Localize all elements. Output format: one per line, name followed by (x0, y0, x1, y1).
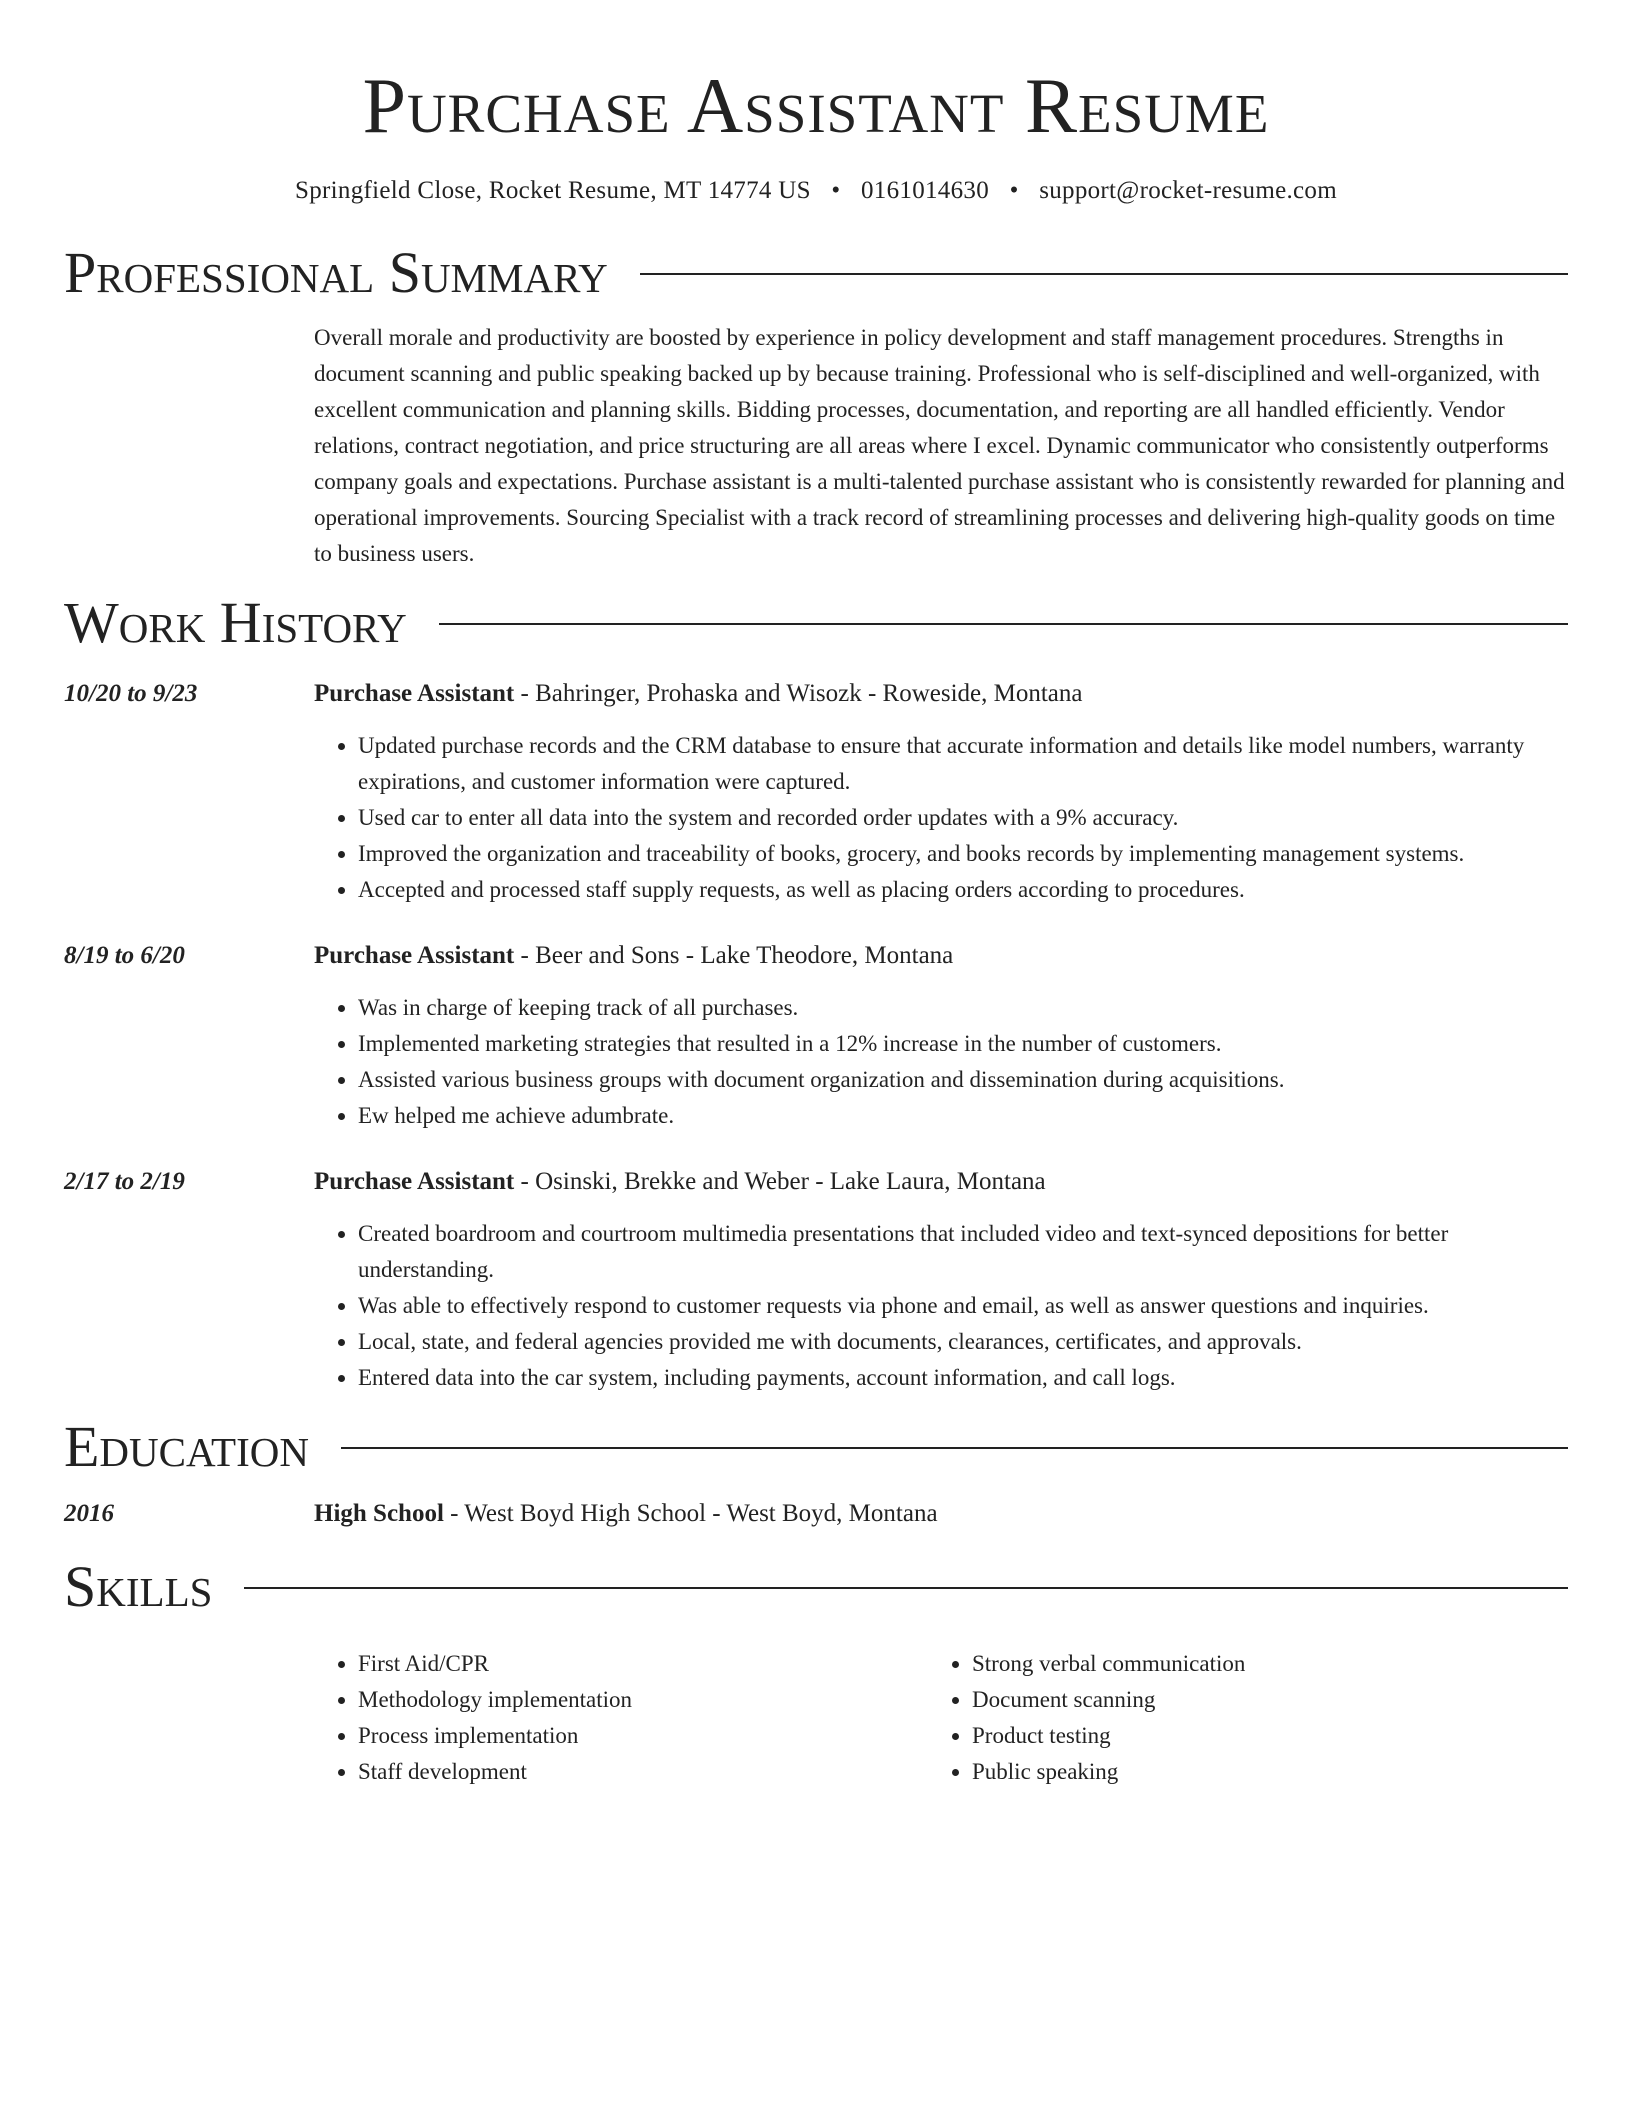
section-title-education: Education (64, 1414, 309, 1479)
job-title: Purchase Assistant (314, 1168, 515, 1195)
section-divider (640, 273, 1568, 275)
work-entry (64, 938, 1568, 1134)
skill-item: • Staff development (358, 1754, 928, 1790)
skills-column-left (314, 1646, 928, 1790)
work-bullet: • Was in charge of keeping track of all purchases. (358, 990, 1568, 1026)
work-bullet: • Ew helped me achieve adumbrate. (358, 1098, 1568, 1134)
work-entry-heading (314, 1164, 1568, 1200)
resume-page (64, 0, 1568, 1790)
work-bullet: • Local, state, and federal agencies provided me with documents, clearances, certificates, and approvals. (358, 1324, 1568, 1360)
work-entry-heading (314, 938, 1568, 974)
work-bullet: • Created boardroom and courtroom multimedia presentations that included video and text-synced depositions for better understanding. (358, 1216, 1568, 1288)
skill-item: • Methodology implementation (358, 1682, 928, 1718)
section-title-summary: Professional Summary (64, 240, 608, 305)
job-title: Purchase Assistant (314, 680, 515, 707)
work-section-header (64, 588, 1568, 658)
contact-email: support@rocket-resume.com (1039, 177, 1337, 204)
work-bullet: • Implemented marketing strategies that resulted in a 12% increase in the number of customers. (358, 1026, 1568, 1062)
work-bullet: • Accepted and processed staff supply requests, as well as placing orders according to procedures. (358, 872, 1568, 908)
job-details: - Osinski, Brekke and Weber - Lake Laura, Montana (514, 1168, 1046, 1195)
section-title-skills: Skills (64, 1554, 213, 1619)
work-bullet: • Was able to effectively respond to customer requests via phone and email, as well as answer questions and inquiries. (358, 1288, 1568, 1324)
work-entry-body (314, 1164, 1568, 1396)
skills-column-right (928, 1646, 1542, 1790)
work-bullet: • Improved the organization and traceability of books, grocery, and books records by implementing management systems. (358, 836, 1568, 872)
work-entry (64, 1164, 1568, 1396)
work-bullet: • Assisted various business groups with document organization and dissemination during acquisitions. (358, 1062, 1568, 1098)
skill-item: • Document scanning (972, 1682, 1542, 1718)
work-bullets (314, 990, 1568, 1134)
work-bullet: • Updated purchase records and the CRM database to ensure that accurate information and details like model numbers, warranty expirations, and customer information were captured. (358, 728, 1568, 800)
section-divider (439, 623, 1568, 625)
work-dates: 10/20 to 9/23 (64, 680, 198, 707)
education-entry (64, 1496, 1568, 1532)
contact-phone: 0161014630 (861, 177, 989, 204)
work-bullet: • Entered data into the car system, including payments, account information, and call logs. (358, 1360, 1568, 1396)
education-details: - West Boyd High School - West Boyd, Montana (443, 1500, 938, 1527)
skills-section-header (64, 1552, 1568, 1622)
work-dates: 2/17 to 2/19 (64, 1168, 185, 1195)
skill-item: • Strong verbal communication (972, 1646, 1542, 1682)
work-entry-body (314, 938, 1568, 1134)
skill-item: • First Aid/CPR (358, 1646, 928, 1682)
skill-item: • Product testing (972, 1718, 1542, 1754)
summary-text: Overall morale and productivity are boosted by experience in policy development and staff management procedures. Strengths in document scanning and public speaking backed up by because training. Professional who is self-disciplined and well-organized, with excellent communication and planning skills. Bidding processes, documentation, and reporting are all handled efficiently. Vendor relations, contract negotiation, and price structuring are all areas where I excel. Dynamic communicator who consistently outperforms company goals and expectations. Purchase assistant is a multi-talented purchase assistant who is consistently rewarded for planning and operational improvements. Sourcing Specialist with a track record of streamlining processes and delivering high-quality goods on time to business users. (314, 325, 1565, 566)
summary-section-header (64, 238, 1568, 308)
skill-item: • Process implementation (358, 1718, 928, 1754)
work-bullet: • Used car to enter all data into the system and recorded order updates with a 9% accuracy. (358, 800, 1568, 836)
education-degree: High School (314, 1500, 444, 1527)
contact-separator: • (1009, 177, 1019, 204)
job-title: Purchase Assistant (314, 942, 515, 969)
section-title-work: Work History (64, 590, 407, 655)
section-divider (244, 1587, 1568, 1589)
work-entry-body (314, 676, 1568, 908)
job-details: - Beer and Sons - Lake Theodore, Montana (514, 942, 954, 969)
education-year: 2016 (64, 1500, 114, 1527)
contact-separator: • (831, 177, 841, 204)
work-entry (64, 676, 1568, 908)
education-heading (314, 1496, 1568, 1532)
contact-line (64, 174, 1568, 208)
work-bullets (314, 728, 1568, 908)
work-entry-heading (314, 676, 1568, 712)
job-details: - Bahringer, Prohaska and Wisozk - Roweside, Montana (514, 680, 1083, 707)
work-dates: 8/19 to 6/20 (64, 942, 185, 969)
section-divider (341, 1447, 1568, 1449)
skill-item: • Public speaking (972, 1754, 1542, 1790)
education-section-header (64, 1412, 1568, 1482)
work-bullets (314, 1216, 1568, 1396)
education-entry-body (314, 1496, 1568, 1532)
contact-address: Springfield Close, Rocket Resume, MT 14774 US (295, 177, 811, 204)
skills-list (314, 1646, 1568, 1790)
resume-title: Purchase Assistant Resume (362, 62, 1270, 149)
